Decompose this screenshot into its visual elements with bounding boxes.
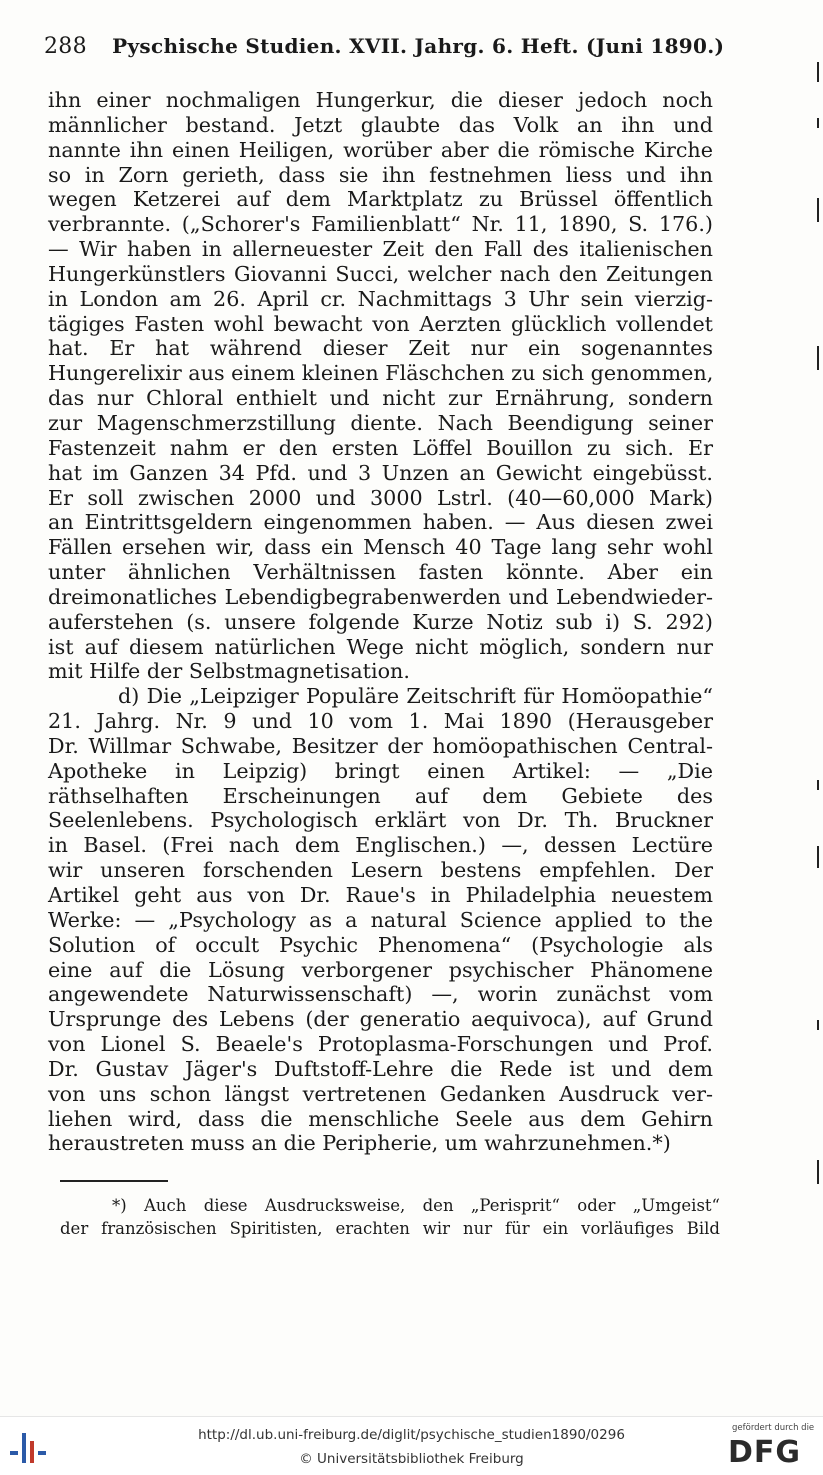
text-line: Fastenzeit nahm er den ersten Löffel Bouillon zu sich. Er [48, 435, 713, 460]
body-text [48, 88, 713, 1156]
text-line: heraustreten muss an die Peripherie, um wahrzunehmen.*) [48, 1131, 671, 1156]
text-line: auferstehen (s. unsere folgende Kurze Notiz sub i) S. 292) [48, 609, 713, 634]
margin-mark [817, 346, 819, 370]
text-line: 21. Jahrg. Nr. 9 und 10 vom 1. Mai 1890 (Herausgeber [48, 709, 713, 734]
text-line: Fällen ersehen wir, dass ein Mensch 40 Tage lang sehr wohl [48, 535, 713, 560]
text-line: männlicher bestand. Jetzt glaubte das Volk an ihn und [48, 112, 713, 137]
text-line: von uns schon längst vertretenen Gedanken Ausdruck ver- [48, 1081, 713, 1106]
margin-mark [817, 198, 819, 222]
text-line: angewendete Naturwissenschaft) —, worin zunächst vom [48, 982, 713, 1007]
text-line: wegen Ketzerei auf dem Marktplatz zu Brüssel öffentlich [48, 187, 713, 212]
dfg-logo[interactable] [724, 1421, 818, 1473]
text-line: eine auf die Lösung verborgener psychischer Phänomene [48, 957, 713, 982]
funder-caption: gefördert durch die [732, 1423, 815, 1433]
text-line: Dr. Willmar Schwabe, Besitzer der homöopathischen Central- [48, 733, 713, 758]
text-line: Ursprunge des Lebens (der generatio aequivoca), auf Grund [48, 1007, 713, 1032]
footnote-line: der französischen Spiritisten, erachten wir nur für ein vorläufiges Bild [60, 1219, 720, 1238]
footnote-line: *) Auch diese Ausdrucksweise, den „Perisprit“ oder „Umgeist“ [112, 1196, 720, 1215]
page-number: 288 [44, 34, 87, 59]
text-line: tägiges Fasten wohl bewacht von Aerzten glücklich vollendet [48, 311, 713, 336]
margin-mark [817, 780, 819, 790]
text-line: Werke: — „Psychology as a natural Science applied to the [48, 907, 713, 932]
text-line: Apotheke in Leipzig) bringt einen Artikel: — „Die [48, 758, 713, 783]
text-line: an Eintrittsgeldern eingenommen haben. — Aus diesen zwei [48, 510, 713, 535]
text-line: Er soll zwischen 2000 und 3000 Lstrl. (40—60,000 Mark) [48, 485, 713, 510]
margin-mark [817, 62, 819, 82]
text-line: d) Die „Leipziger Populäre Zeitschrift für Homöopathie“ [118, 684, 713, 709]
text-line: Hungerelixir aus einem kleinen Fläschchen zu sich genommen, [48, 361, 714, 386]
text-line: verbrannte. („Schorer's Familienblatt“ Nr. 11, 1890, S. 176.) [48, 212, 713, 237]
text-line: hat im Ganzen 34 Pfd. und 3 Unzen an Gewicht eingebüsst. [48, 460, 713, 485]
text-line: das nur Chloral enthielt und nicht zur Ernährung, sondern [48, 386, 713, 411]
text-line: räthselhaften Erscheinungen auf dem Gebiete des [48, 783, 713, 808]
text-line: dreimonatliches Lebendigbegrabenwerden und Lebendwieder- [48, 584, 713, 609]
text-line: nannte ihn einen Heiligen, worüber aber die römische Kirche [48, 137, 713, 162]
text-line: ist auf diesem natürlichen Wege nicht möglich, sondern nur [48, 634, 713, 659]
text-line: ihn einer nochmaligen Hungerkur, die dieser jedoch noch [48, 88, 713, 112]
footnote [60, 1194, 720, 1240]
margin-mark [817, 1020, 819, 1030]
running-title: Pyschische Studien. XVII. Jahrg. 6. Heft. (Juni 1890.) [112, 34, 725, 58]
text-line: hat. Er hat während dieser Zeit nur ein sogenanntes [48, 336, 713, 361]
viewer-footer [0, 1416, 823, 1475]
margin-mark [817, 846, 819, 868]
text-line: Solution of occult Psychic Phenomena“ (Psychologie als [48, 932, 713, 957]
text-line: — Wir haben in allerneuester Zeit den Fall des italienischen [48, 237, 713, 262]
text-line: unter ähnlichen Verhältnissen fasten könnte. Aber ein [48, 560, 713, 585]
margin-mark [817, 1160, 819, 1184]
text-line: so in Zorn gerieth, dass sie ihn festnehmen liess und ihn [48, 162, 713, 187]
footnote-rule [60, 1180, 168, 1182]
margin-mark [817, 118, 819, 128]
text-line: in Basel. (Frei nach dem Englischen.) —, dessen Lectüre [48, 833, 713, 858]
text-line: wir unseren forschenden Lesern bestens empfehlen. Der [48, 858, 713, 883]
running-header [44, 34, 724, 59]
text-line: von Lionel S. Beaele's Protoplasma-Forschungen und Prof. [48, 1032, 713, 1057]
text-line: Artikel geht aus von Dr. Raue's in Philadelphia neuestem [48, 883, 713, 907]
text-line: zur Magenschmerzstillung diente. Nach Beendigung seiner [48, 410, 713, 435]
dfg-logo-text: DFG [728, 1435, 802, 1470]
text-line: Dr. Gustav Jäger's Duftstoff-Lehre die Rede ist und dem [48, 1056, 713, 1081]
text-line: Hungerkünstlers Giovanni Succi, welcher nach den Zeitungen [48, 261, 713, 286]
copyright-notice: © Universitätsbibliothek Freiburg [299, 1451, 524, 1467]
text-line: in London am 26. April cr. Nachmittags 3 Uhr sein vierzig- [48, 286, 713, 311]
permalink-url[interactable]: http://dl.ub.uni-freiburg.de/diglit/psychische_studien1890/0296 [198, 1427, 625, 1443]
text-line: Seelenlebens. Psychologisch erklärt von Dr. Th. Bruckner [48, 808, 713, 833]
text-line: mit Hilfe der Selbstmagnetisation. [48, 659, 410, 684]
text-line: liehen wird, dass die menschliche Seele aus dem Gehirn [48, 1106, 713, 1131]
